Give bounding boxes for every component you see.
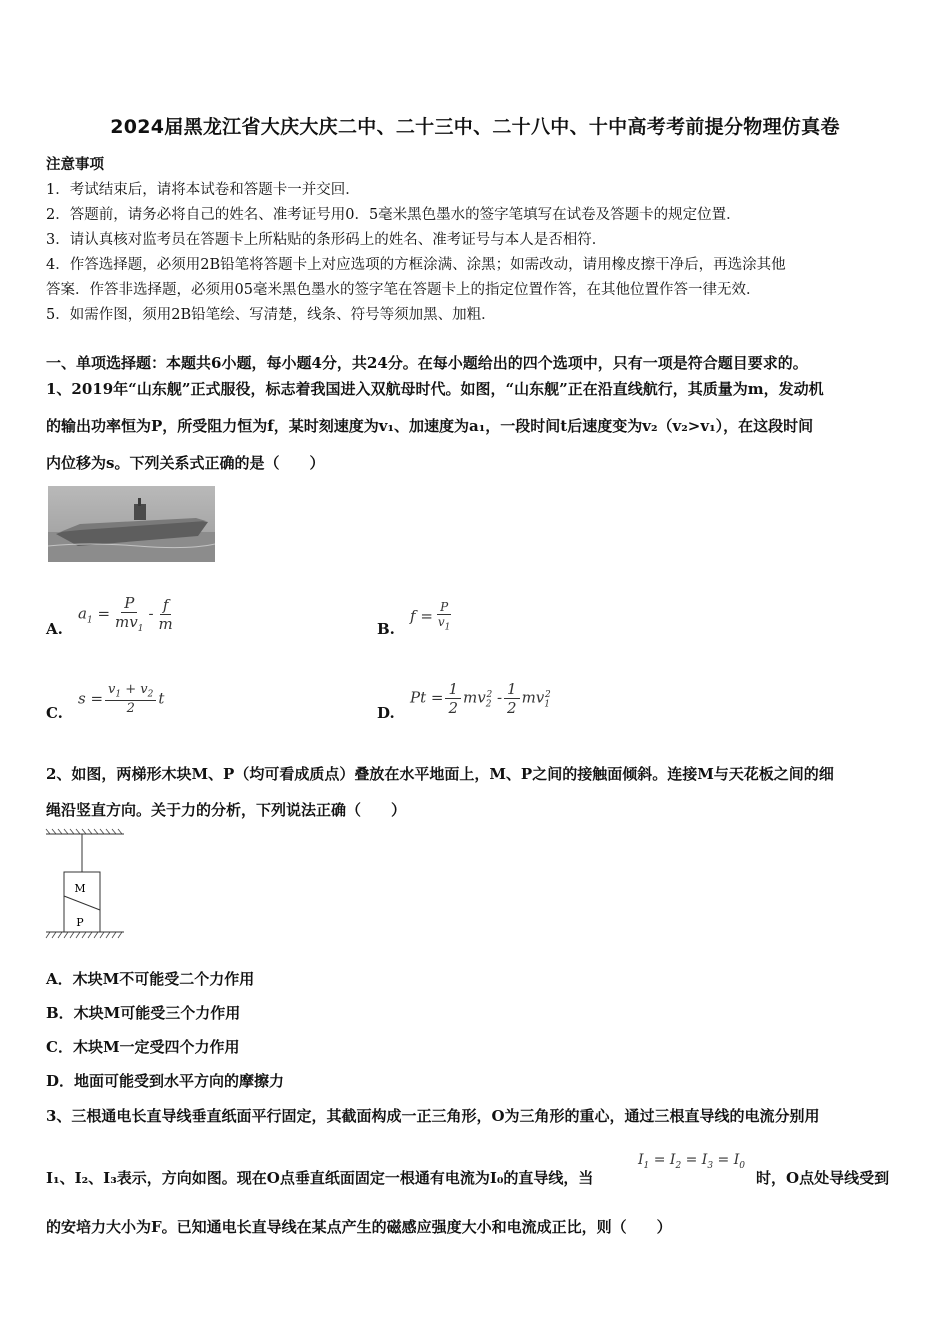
option-b-formula: f = $\frac{P}{v_1}$ xyxy=(410,600,451,633)
question-1-text: 内位移为s。下列关系式正确的是（ ） xyxy=(46,454,325,472)
notice-item: 3．请认真核对监考员在答题卡上所粘贴的条形码上的姓名、准考证号与本人是否相符． xyxy=(46,232,607,248)
option-a-label: A. xyxy=(46,620,63,638)
question-1-text: 的输出功率恒为P，所受阻力恒为f，某时刻速度为v₁、加速度为a₁，一段时间t后速度变为v₂（v₂>v₁），在这段时间 xyxy=(46,417,814,435)
section-heading: 一、单项选择题：本题共6小题，每小题4分，共24分。在每小题给出的四个选项中，只有一项是符合题目要求的。 xyxy=(46,354,808,372)
notice-item: 5．如需作图，须用2B铅笔绘、写清楚，线条、符号等须加黑、加粗． xyxy=(46,307,496,323)
choice-a: A．木块M不可能受二个力作用 xyxy=(46,970,255,988)
block-m-label: M xyxy=(74,882,86,895)
option-a-formula: $a_1$ = $\frac{P}{mv_1}$ - $\frac{f}{m}$ xyxy=(78,594,173,634)
question-3-text: 时，O点处导线受到 xyxy=(756,1169,890,1187)
option-b-label: B. xyxy=(377,620,395,638)
choice-d: D．地面可能受到水平方向的摩擦力 xyxy=(46,1072,285,1090)
option-c-formula: s = $\frac{v_1 + v_2}{2}$ t xyxy=(78,682,165,717)
question-2-text: 2、如图，两梯形木块M、P（均可看成质点）叠放在水平地面上，M、P之间的接触面倾斜。连接M与天花板之间的细 xyxy=(46,765,834,783)
notice-item: 1．考试结束后，请将本试卷和答题卡一并交回． xyxy=(46,182,360,198)
notice-item: 2．答题前，请务必将自己的姓名、准考证号用0．5毫米黑色墨水的签字笔填写在试卷及答题卡的规定位置． xyxy=(46,207,741,223)
option-d-label: D. xyxy=(377,704,395,722)
current-equality-formula: $I_1 = I_2 = I_3 = I_0$ xyxy=(638,1152,745,1171)
option-c-label: C. xyxy=(46,704,63,722)
notice-heading: 注意事项 xyxy=(46,156,104,173)
notice-item: 答案．作答非选择题，必须用05毫米黑色墨水的签字笔在答题卡上的指定位置作答，在其他位置作答一律无效． xyxy=(46,282,761,298)
question-3-text: 的安培力大小为F。已知通电长直导线在某点产生的磁感应强度大小和电流成正比，则（ ） xyxy=(46,1218,672,1236)
question-2-text: 绳沿竖直方向。关于力的分析，下列说法正确（ ） xyxy=(46,801,407,819)
option-d-formula: Pt = $\frac{1}{2}$ $mv_2^2$ - $\frac{1}{2}$ $mv_1^2$ xyxy=(410,680,551,717)
question-3-text: I₁、I₂、I₃表示，方向如图。现在O点垂直纸面固定一根通有电流为I₀的直导线，当 xyxy=(46,1169,594,1187)
question-3-text: 3、三根通电长直导线垂直纸面平行固定，其截面构成一正三角形，O为三角形的重心，通过三根直导线的电流分别用 xyxy=(46,1107,820,1125)
notice-item: 4．作答选择题，必须用2B铅笔将答题卡上对应选项的方框涂满、涂黑；如需改动，请用橡皮擦干净后，再选涂其他 xyxy=(46,257,786,273)
question-1-text: 1、2019年“山东舰”正式服役，标志着我国进入双航母时代。如图，“山东舰”正在沿直线航行，其质量为m，发动机 xyxy=(46,380,824,398)
choice-c: C．木块M一定受四个力作用 xyxy=(46,1038,240,1056)
choice-b: B．木块M可能受三个力作用 xyxy=(46,1004,241,1022)
block-diagram xyxy=(44,828,126,940)
block-p-label: P xyxy=(76,916,84,929)
page-title: 2024届黑龙江省大庆大庆二中、二十三中、二十八中、十中高考考前提分物理仿真卷 xyxy=(110,116,840,138)
aircraft-carrier-image xyxy=(48,486,215,562)
